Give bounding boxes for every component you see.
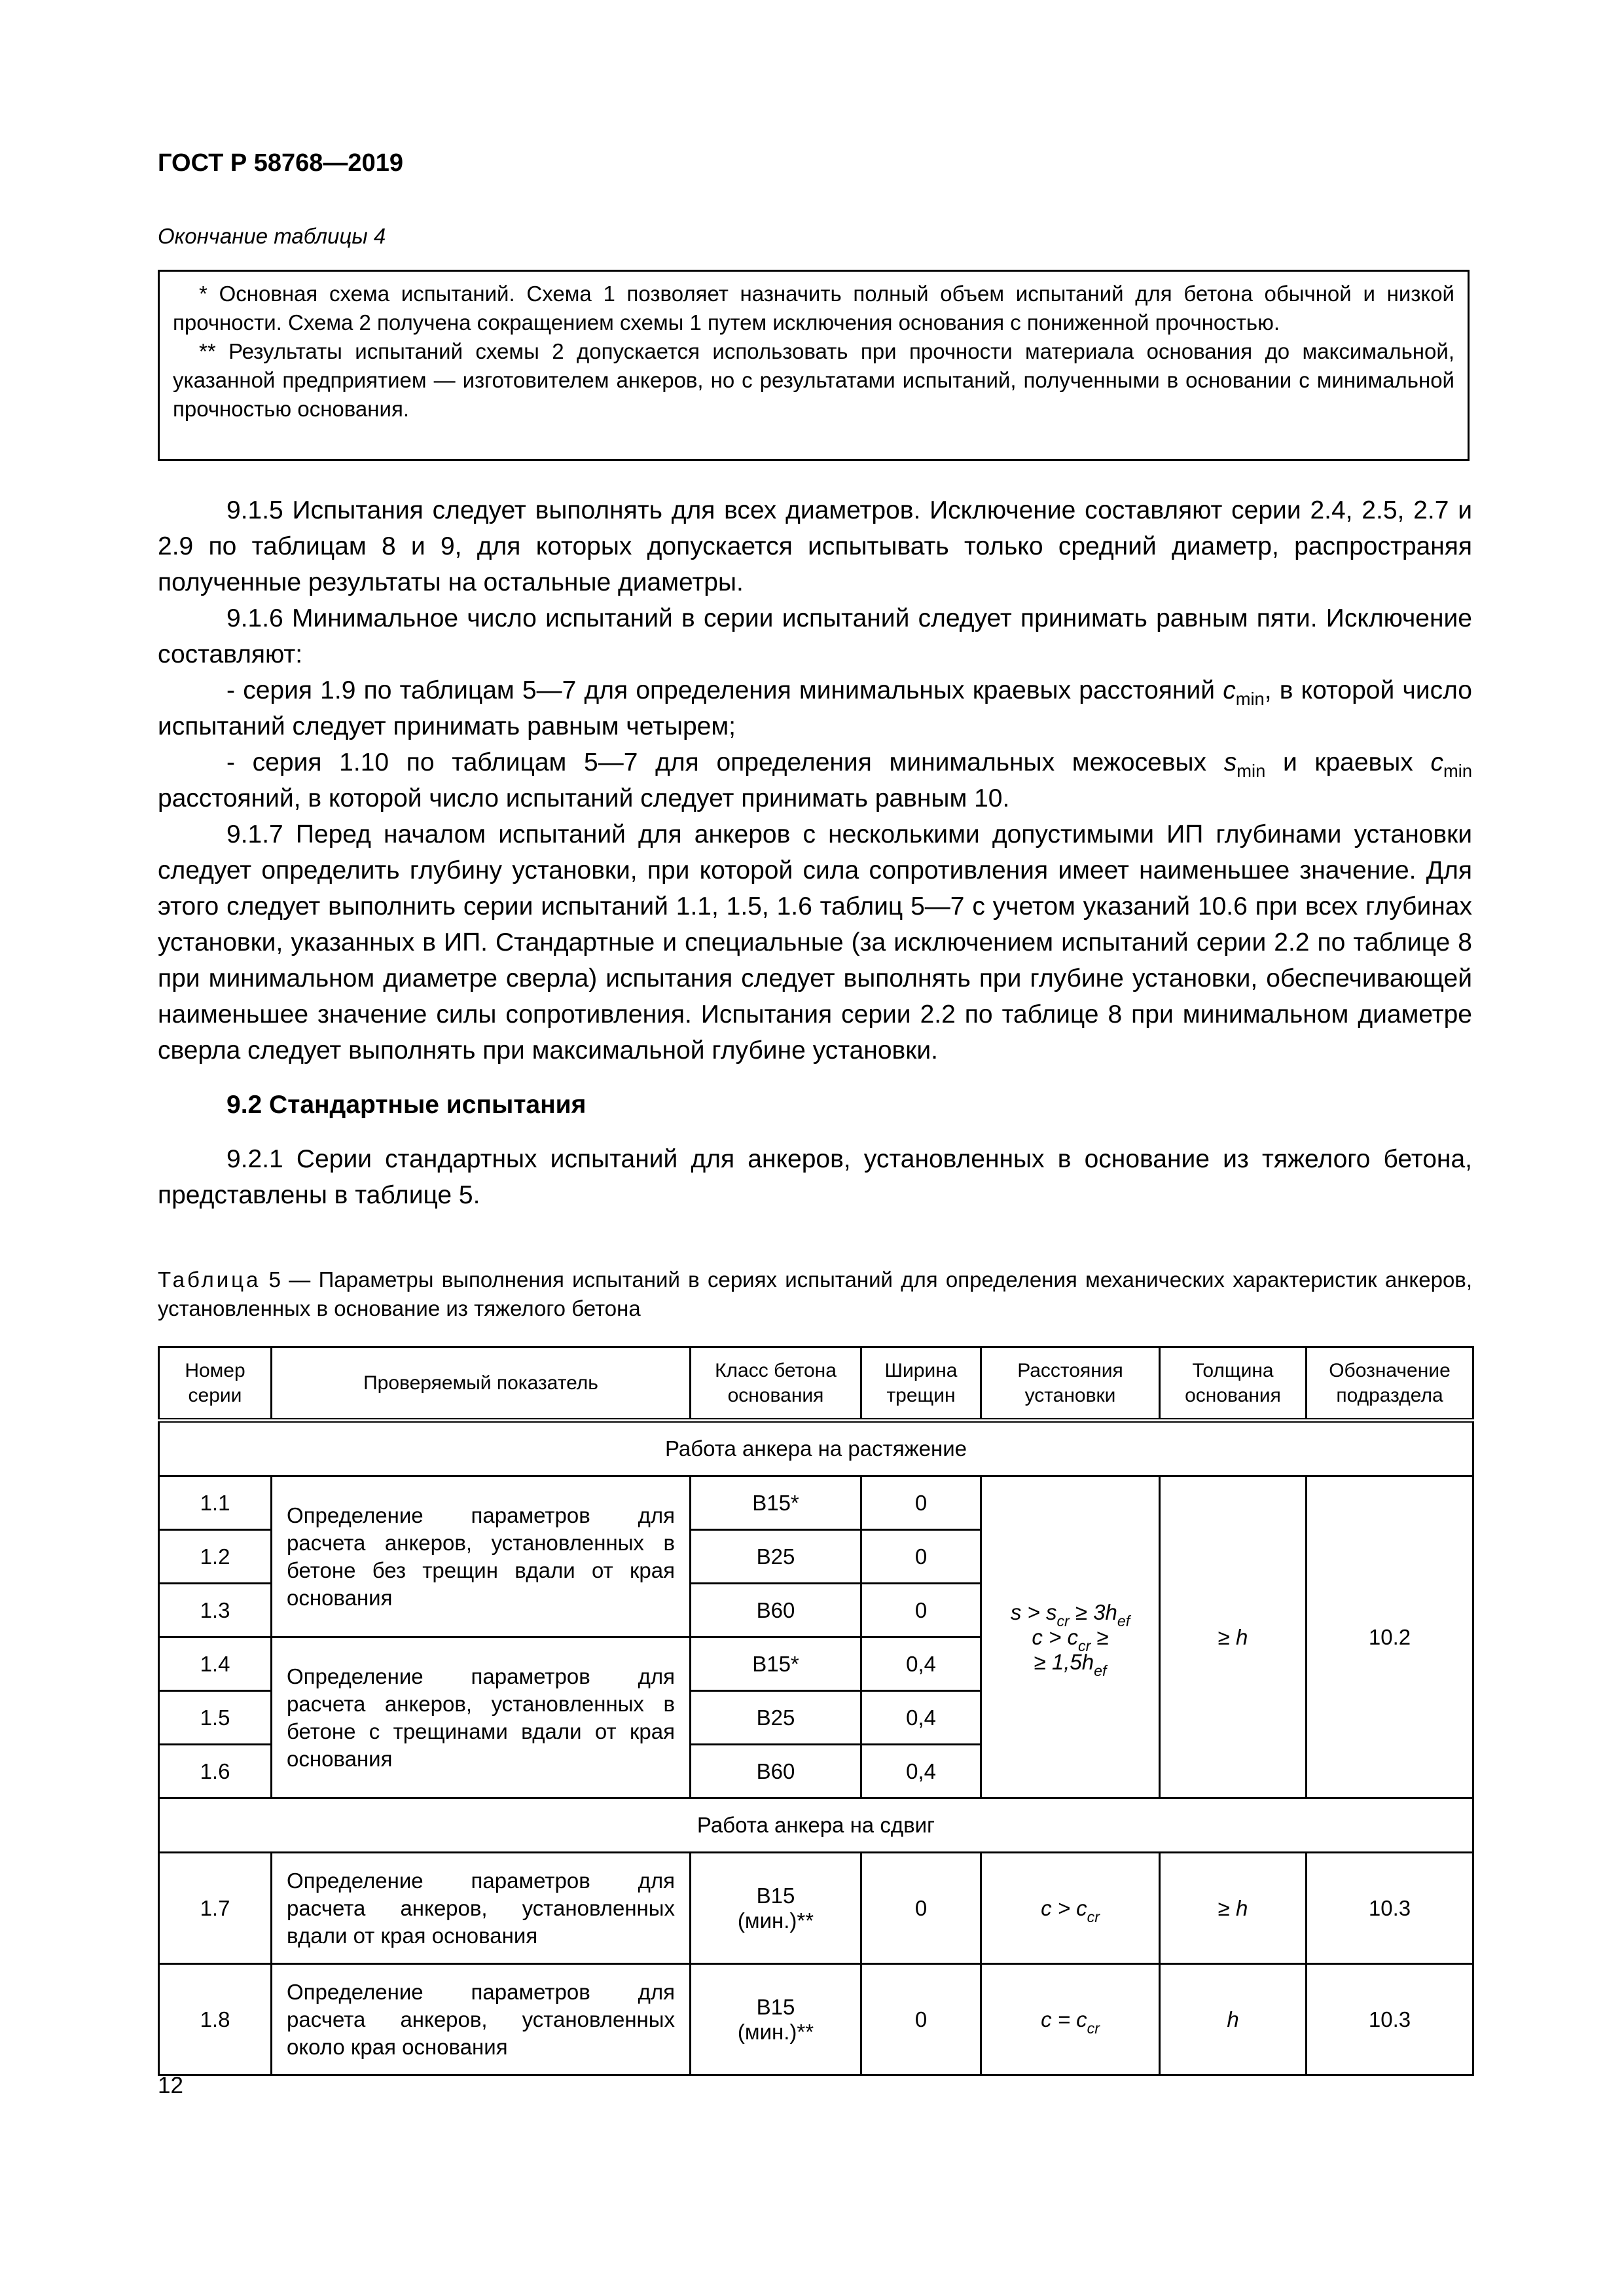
paragraph-9-1-6: 9.1.6 Минимальное число испытаний в серии испытаний следует принимать равным пяти. Исключение составляют: [158,604,1472,668]
caption-label: Таблица [158,1267,261,1292]
crack-width: 0,4 [861,1745,981,1798]
table-row [159,1853,1473,1964]
subscript: ef [1117,1612,1130,1630]
section-title: Работа анкера на растяжение [159,1421,1473,1476]
header-series-number: Номер серии [159,1347,272,1421]
indicator-cell: Определение параметров для расчета анкеров, установленных около края основания [272,1964,691,2075]
document-code: ГОСТ Р 58768—2019 [158,149,403,177]
concrete-class: B15* [691,1476,861,1530]
indicator-cell: Определение параметров для расчета анкеров, установленных в бетоне без трещин вдали от края основания [272,1476,691,1637]
formula-part: s > s [1010,1599,1057,1624]
series-number: 1.2 [159,1530,272,1584]
note-2: ** Результаты испытаний схемы 2 допускается использовать при прочности материала основания до максимальной, указанной предприятием — изготовителем анкеров, но с результатами испытаний, полученными в основании с минимальной прочностью основания. [173,339,1454,421]
header-indicator: Проверяемый показатель [272,1347,691,1421]
item-text: и краевых [1265,748,1431,776]
series-number: 1.3 [159,1584,272,1637]
header-concrete-class: Класс бетона основания [691,1347,861,1421]
header-subsection: Обозначение подраздела [1307,1347,1473,1421]
subsection-cell: 10.2 [1307,1476,1473,1798]
symbol: c [1223,676,1236,704]
table-continuation-label: Окончание таблицы 4 [158,224,386,248]
indicator-cell: Определение параметров для расчета анкеров, установленных вдали от края основания [272,1853,691,1964]
crack-width: 0,4 [861,1691,981,1745]
crack-width: 0 [861,1853,981,1964]
subscript: ef [1094,1662,1107,1679]
paragraph-9-2-1: 9.2.1 Серии стандартных испытаний для анкеров, установленных в основание из тяжелого бетона, представлены в таблице 5. [158,1145,1472,1209]
concrete-class: B25 [691,1691,861,1745]
distances-cell [981,1853,1160,1964]
item-text: , в которой число испытаний следует принимать равным четырем; [158,676,1472,740]
thickness-cell [1160,1853,1307,1964]
section-row-tension [159,1421,1473,1476]
concrete-class: B60 [691,1584,861,1637]
subscript: min [1443,761,1472,781]
crack-width: 0,4 [861,1637,981,1691]
concrete-class: B60 [691,1745,861,1798]
table-row [159,1964,1473,2075]
subscript: min [1235,689,1265,709]
concrete-class [691,1964,861,2075]
class-note: (мин.)** [737,1908,814,1933]
concrete-class: B25 [691,1530,861,1584]
subscript: cr [1078,1637,1091,1654]
subsection-cell: 10.3 [1307,1964,1473,2075]
formula-part: c > c [1041,1895,1087,1920]
table-caption [158,1266,1472,1323]
item-text: - серия 1.10 по таблицам 5—7 для определения минимальных межосевых [226,748,1224,776]
item-text: - серия 1.9 по таблицам 5—7 для определения минимальных краевых расстояний [226,676,1223,704]
table-notes-box [158,270,1470,461]
paragraph-9-1-5: 9.1.5 Испытания следует выполнять для всех диаметров. Исключение составляют серии 2.4, 2.5, 2.7 и 2.9 по таблицам 8 и 9, для которых допускается испытывать только средний диаметр, распространяя полученные результаты на остальные диаметры. [158,496,1472,596]
thickness-value: ≥ h [1218,1895,1248,1920]
distances-cell [981,1964,1160,2075]
thickness-value: h [1227,2007,1239,2032]
header-thickness: Толщина основания [1160,1347,1307,1421]
item-text: расстояний, в которой число испытаний следует принимать равным 10. [158,784,1010,812]
subscript: min [1236,761,1266,781]
series-number: 1.1 [159,1476,272,1530]
symbol: s [1223,748,1237,776]
concrete-class: B15* [691,1637,861,1691]
class-value: B15 [756,1994,795,2019]
thickness-value: ≥ h [1218,1624,1248,1649]
header-crack-width: Ширина трещин [861,1347,981,1421]
crack-width: 0 [861,1584,981,1637]
body-text [158,492,1472,1213]
subscript: cr [1087,1908,1100,1925]
subsection-cell: 10.3 [1307,1853,1473,1964]
formula-part: ≥ 1,5h [1034,1649,1094,1674]
formula-part: c > c [1032,1624,1079,1649]
class-note: (мин.)** [737,2019,814,2044]
caption-text: 5 — Параметры выполнения испытаний в сериях испытаний для определения механических характеристик анкеров, установленных в основание из тяжелого бетона [158,1267,1472,1321]
thickness-cell [1160,1964,1307,2075]
concrete-class [691,1853,861,1964]
table-header-row [159,1347,1473,1421]
series-number: 1.5 [159,1691,272,1745]
formula-part: c = c [1041,2007,1087,2032]
header-distances: Расстояния установки [981,1347,1160,1421]
series-number: 1.8 [159,1964,272,2075]
paragraph-9-1-7: 9.1.7 Перед началом испытаний для анкеров с несколькими допустимыми ИП глубинами установки следует определить глубину установки, при которой сила сопротивления имеет наименьшее значение. Для этого следует выполнить серии испытаний 1.1, 1.5, 1.6 таблиц 5—7 с учетом указаний 10.6 при всех глубинах установки, указанных в ИП. Стандартные и специальные (за исключением испытаний серии 2.2 по таблице 8 при минимальном диаметре сверла) испытания следует выполнять при глубине установки, обеспечивающей наименьшее значение силы сопротивления. Испытания серии 2.2 по таблице 8 при минимальном диаметре сверла следует выполнять при максимальной глубине установки. [158,820,1472,1065]
series-number: 1.4 [159,1637,272,1691]
class-value: B15 [756,1883,795,1908]
formula-part: ≥ [1091,1624,1109,1649]
table-5 [158,1346,1474,2076]
section-heading-9-2: 9.2 Стандартные испытания [226,1091,586,1119]
series-number: 1.6 [159,1745,272,1798]
table-row [159,1476,1473,1530]
formula-part: ≥ 3h [1069,1599,1117,1624]
crack-width: 0 [861,1964,981,2075]
list-item-series-1-10 [158,744,1472,816]
indicator-cell: Определение параметров для расчета анкеров, установленных в бетоне с трещинами вдали от края основания [272,1637,691,1798]
series-number: 1.7 [159,1853,272,1964]
crack-width: 0 [861,1530,981,1584]
note-1: * Основная схема испытаний. Схема 1 позволяет назначить полный объем испытаний для бетона обычной и низкой прочности. Схема 2 получена сокращением схемы 1 путем исключения основания с пониженной прочностью. [173,282,1454,335]
subscript: cr [1087,2019,1100,2037]
subscript: cr [1056,1612,1070,1630]
symbol: c [1430,748,1444,776]
page-number: 12 [158,2073,183,2098]
section-title: Работа анкера на сдвиг [159,1798,1473,1853]
list-item-series-1-9 [158,672,1472,744]
thickness-cell [1160,1476,1307,1798]
crack-width: 0 [861,1476,981,1530]
section-row-shear [159,1798,1473,1853]
distances-cell [981,1476,1160,1798]
